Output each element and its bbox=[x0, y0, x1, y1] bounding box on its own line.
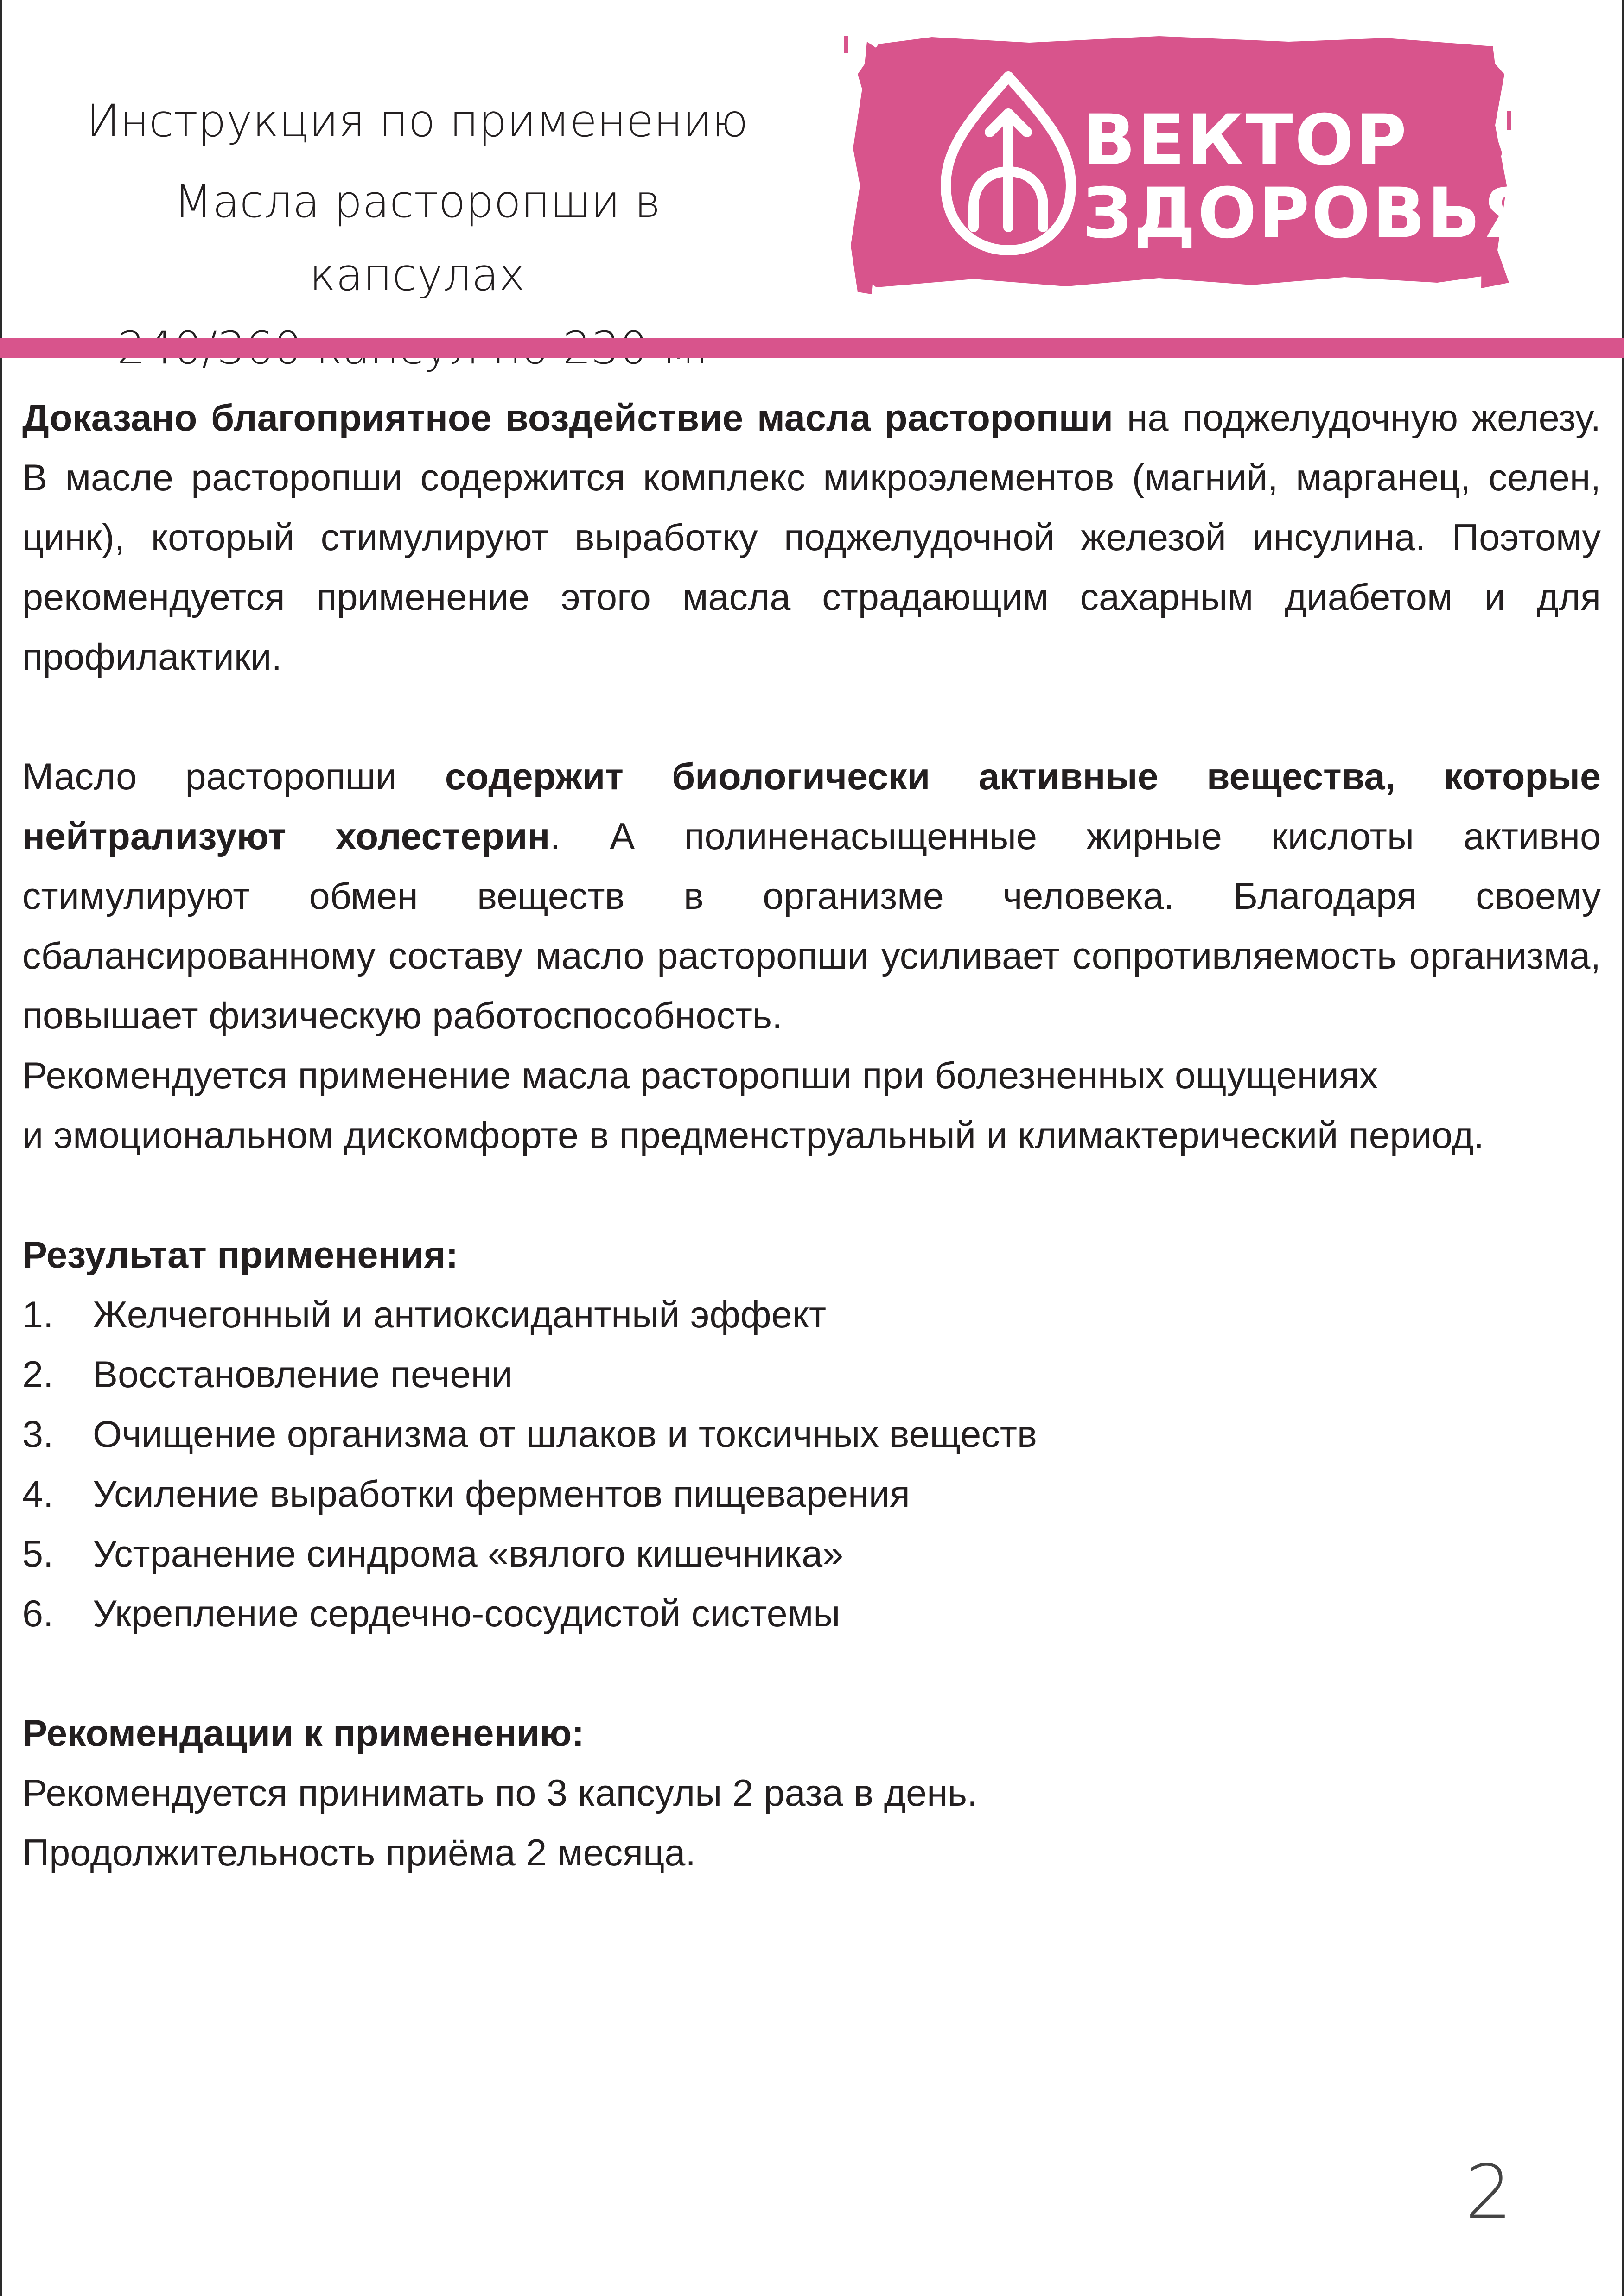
results-heading: Результат применения: bbox=[22, 1234, 459, 1276]
list-item bbox=[22, 1584, 1601, 1644]
list-item-text: Очищение организма от шлаков и токсичных веществ bbox=[93, 1414, 1037, 1455]
properties-extra-line: Рекомендуется применение масла расторопши при болезненных ощущениях bbox=[22, 1055, 1378, 1097]
properties-extra-paragraph: и эмоциональном дискомфорте в предменструальный и климактерический период. bbox=[22, 1115, 1484, 1156]
intro-bold: Доказано благоприятное воздействие масла расторопши bbox=[22, 397, 1113, 439]
list-item bbox=[22, 1405, 1601, 1465]
intro-text: на поджелудочную железу. В масле расторопши содержится комплекс микроэлементов (магний, марганец, селен, цинк), который стимулируют выработку поджелудочной железой инсулина. Поэтому рекомендуется применение этого масла страдающим сахарным диабетом и для профилактики. bbox=[22, 397, 1601, 678]
dosage-line: Рекомендуется принимать по 3 капсулы 2 раза в день. bbox=[22, 1772, 978, 1814]
list-item-number: 5. bbox=[22, 1533, 54, 1575]
list-item-number: 3. bbox=[22, 1414, 54, 1455]
list-item-number: 1. bbox=[22, 1294, 54, 1336]
list-item-number: 6. bbox=[22, 1593, 54, 1635]
page-number: 2 bbox=[1465, 2149, 1512, 2235]
recommendations-heading: Рекомендации к применению: bbox=[22, 1712, 585, 1754]
list-item-text: Устранение синдрома «вялого кишечника» bbox=[93, 1533, 844, 1575]
properties-paragraph bbox=[22, 747, 1601, 1046]
results-list bbox=[22, 1285, 1601, 1644]
instruction-body bbox=[22, 388, 1601, 1883]
list-item-text: Укрепление сердечно-сосудистой системы bbox=[93, 1593, 841, 1635]
list-item-number: 2. bbox=[22, 1354, 54, 1395]
header-divider bbox=[0, 338, 1624, 358]
intro-paragraph bbox=[22, 388, 1601, 687]
list-item-text: Восстановление печени bbox=[93, 1354, 513, 1395]
brand-name-line2: ЗДОРОВЬЯ bbox=[1083, 173, 1538, 254]
duration-line: Продолжительность приёма 2 месяца. bbox=[22, 1832, 696, 1874]
product-name-line: Масла расторопши в капсулах bbox=[174, 176, 661, 301]
list-item-number: 4. bbox=[22, 1473, 54, 1515]
list-item bbox=[22, 1285, 1601, 1345]
list-item bbox=[22, 1345, 1601, 1405]
list-item-text: Усиление выработки ферментов пищеварения bbox=[93, 1473, 910, 1515]
brand-logo bbox=[834, 32, 1538, 320]
brand-name-line1: ВЕКТОР bbox=[1083, 100, 1409, 181]
list-item-text: Желчегонный и антиоксидантный эффект bbox=[93, 1294, 827, 1336]
properties-lead: Масло расторопши bbox=[22, 756, 445, 798]
properties-text: . А полиненасыщенные жирные кислоты активно стимулируют обмен веществ в организме человека. Благодаря своему сбалансированному составу масло расторопши усиливает сопротивляемость организма, повышает физическую работоспособность. bbox=[22, 816, 1601, 1037]
header-title: Инструкция по применению bbox=[86, 95, 748, 147]
properties-bold: содержит биологически активные вещества, которые нейтрализуют холестерин bbox=[22, 756, 1601, 857]
list-item bbox=[22, 1465, 1601, 1524]
list-item bbox=[22, 1524, 1601, 1584]
